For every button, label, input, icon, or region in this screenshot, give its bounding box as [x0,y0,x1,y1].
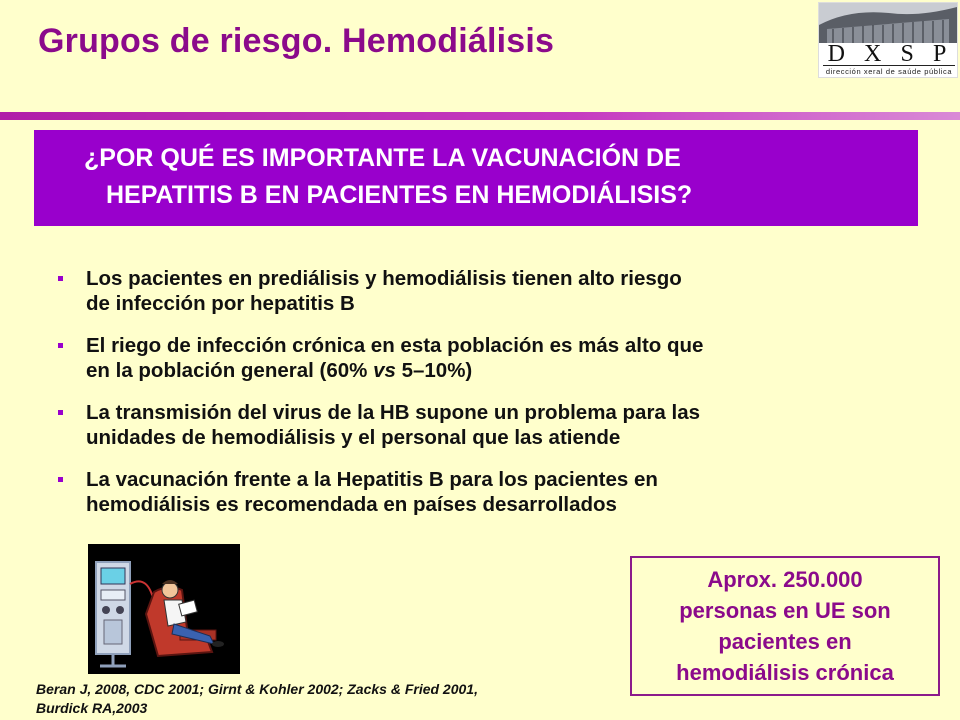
building-photo [819,3,957,43]
question-banner [34,130,918,226]
reference-line: Burdick RA,2003 [36,700,148,716]
bullet-item [56,266,916,316]
banner-line-1: ¿POR QUÉ ES IMPORTANTE LA VACUNACIÓN DE [84,144,681,172]
bullet-marker-icon [58,276,63,281]
header-divider [0,112,960,120]
bullet-text-line: 5–10%) [395,359,473,382]
callout-line: Aprox. 250.000 [707,567,863,592]
bullet-item [56,400,916,450]
bullet-marker-icon [58,343,63,348]
bullet-text-line: Los pacientes en prediálisis y hemodiálisis tienen alto riesgo [86,267,682,290]
reference-line: Beran J, 2008, CDC 2001; Girnt & Kohler 2002; Zacks & Fried 2001, [36,681,478,697]
logo-letter: P [933,41,949,67]
logo-letter: S [900,41,916,67]
logo-subtitle: dirección xeral de saúde pública [823,65,955,76]
logo-letter: D [827,41,847,67]
references [36,680,596,718]
callout-line: hemodiálisis crónica [676,660,894,685]
bullet-text-line: El riego de infección crónica en esta población es más alto que [86,334,704,357]
bullet-marker-icon [58,410,63,415]
logo-letters [819,41,957,68]
statistic-callout [630,556,940,696]
bullet-text-line: en la población general (60% [86,359,374,382]
bullet-marker-icon [58,477,63,482]
bullet-list [56,266,916,534]
logo-letter: X [864,41,884,67]
callout-line: personas en UE son [679,598,891,623]
bullet-text-line: hemodiálisis es recomendada en países desarrollados [86,493,617,516]
bullet-text-line: La vacunación frente a la Hepatitis B para los pacientes en [86,468,658,491]
dxsp-logo [818,2,958,78]
bullet-text-line: unidades de hemodiálisis y el personal que las atiende [86,426,621,449]
bullet-emphasis: vs [373,359,396,382]
slide-title: Grupos de riesgo. Hemodiálisis [38,22,555,60]
bullet-item [56,333,916,383]
banner-line-2: HEPATITIS B EN PACIENTES EN HEMODIÁLISIS? [106,181,693,209]
bullet-text-line: La transmisión del virus de la HB supone un problema para las [86,401,701,424]
dialysis-patient-illustration [88,544,240,674]
bullet-item [56,467,916,517]
bullet-text-line: de infección por hepatitis B [86,292,355,315]
callout-line: pacientes en [718,629,852,654]
